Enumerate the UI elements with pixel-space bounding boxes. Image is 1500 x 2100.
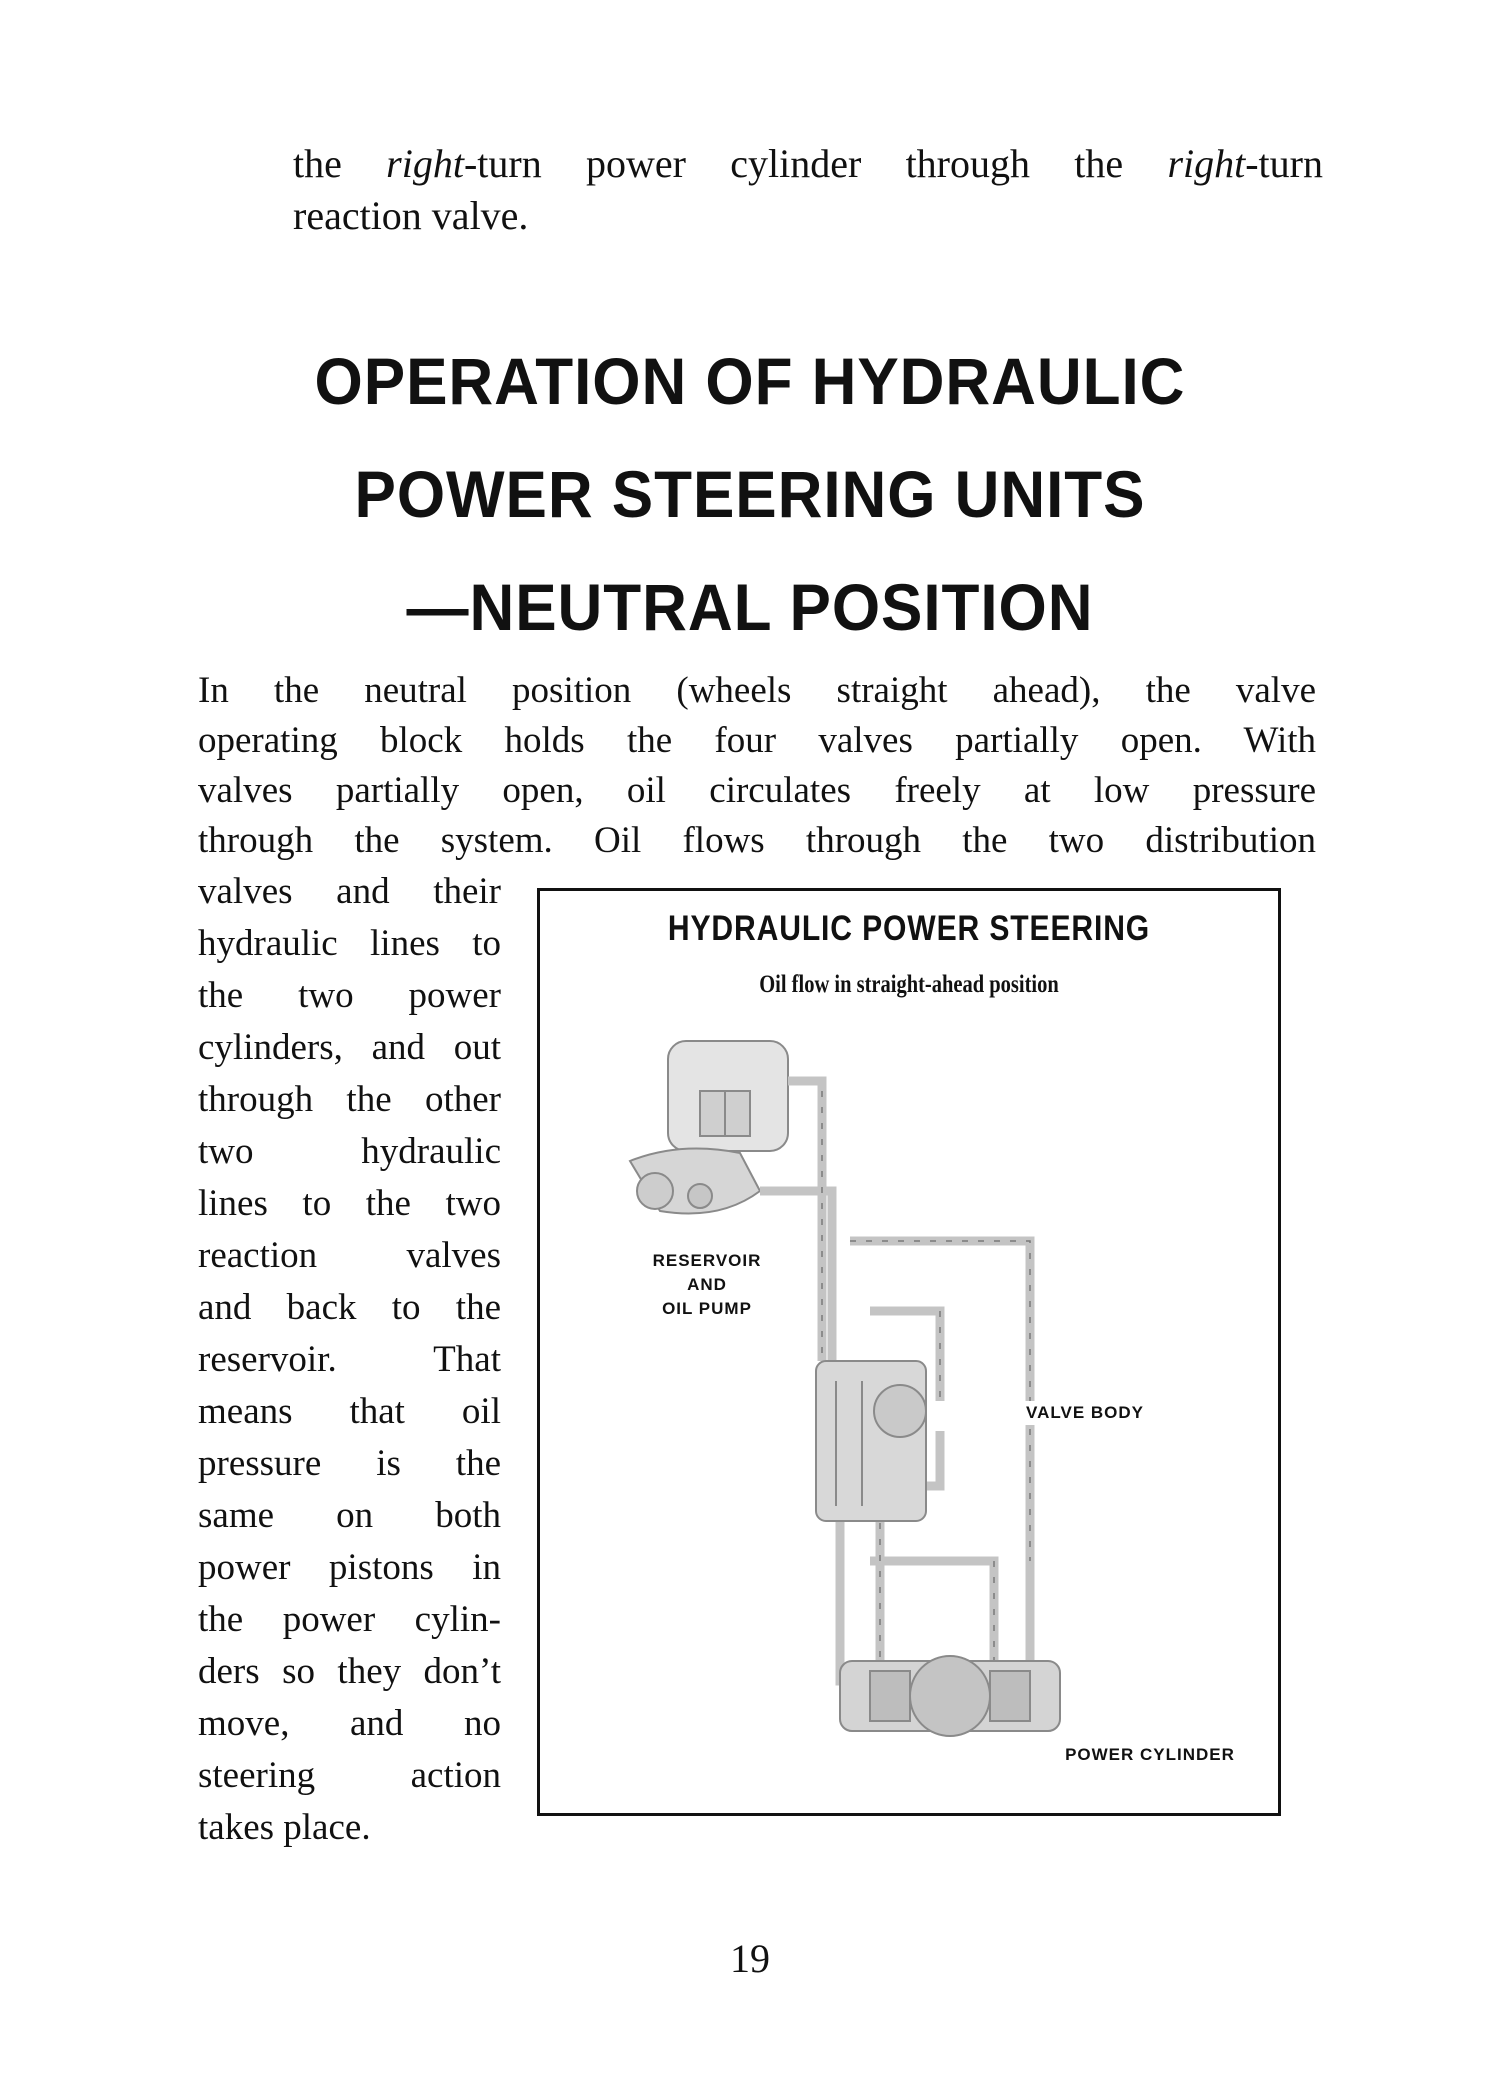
reservoir-label-line-3: OIL PUMP: [662, 1299, 752, 1318]
column-line: valves and their: [198, 871, 501, 912]
column-line: hydraulic lines to: [198, 923, 501, 964]
intro-text-e: -turn: [1245, 141, 1323, 186]
column-line: through the other: [198, 1079, 501, 1120]
column-line: ders so they don’t: [198, 1651, 501, 1692]
column-line: power pistons in: [198, 1547, 501, 1588]
column-line: lines to the two: [198, 1183, 501, 1224]
column-line: move, and no: [198, 1703, 501, 1744]
hydraulic-diagram-figure: [537, 888, 1281, 1816]
reservoir-label-line-2: AND: [687, 1275, 727, 1294]
heading-line-3: —NEUTRAL POSITION: [406, 570, 1094, 644]
column-line: reservoir. That: [198, 1339, 501, 1380]
column-line: same on both: [198, 1495, 501, 1536]
body-line: through the system. Oil flows through the two distribution: [198, 820, 1316, 861]
intro-text-c: -turn power cylinder through the: [463, 141, 1168, 186]
body-paragraph-full-width: [198, 666, 1316, 866]
intro-text-a: the: [293, 141, 387, 186]
column-line: means that oil: [198, 1391, 501, 1432]
column-line: cylinders, and out: [198, 1027, 501, 1068]
column-line: takes place.: [198, 1807, 371, 1848]
figure-title: HYDRAULIC POWER STEERING: [667, 909, 1151, 948]
reservoir-oil-pump-label: [642, 1249, 772, 1321]
column-line: the two power: [198, 975, 501, 1016]
heading-line-2: POWER STEERING UNITS: [354, 457, 1146, 531]
power-cylinder-drawing: [840, 1656, 1060, 1736]
intro-line-2: reaction valve.: [293, 193, 529, 238]
column-line: the power cylin-: [198, 1599, 501, 1640]
column-line: and back to the: [198, 1287, 501, 1328]
column-line: steering action: [198, 1755, 501, 1796]
body-line: valves partially open, oil circulates freely at low pressure: [198, 770, 1316, 811]
reservoir-label-line-1: RESERVOIR: [652, 1251, 762, 1270]
body-paragraph-column: [198, 866, 501, 1854]
column-line: reaction valves: [198, 1235, 501, 1276]
figure-subtitle: Oil flow in straight-ahead position: [759, 971, 1059, 998]
column-line: pressure is the: [198, 1443, 501, 1484]
body-line: In the neutral position (wheels straight ahead), the valve: [198, 670, 1316, 711]
page-number: 19: [730, 1936, 770, 1981]
intro-emphasis-right-1: right: [386, 141, 464, 186]
valve-body-label: VALVE BODY: [1010, 1401, 1160, 1425]
intro-line-1: [293, 138, 1323, 190]
valve-body-drawing: [816, 1361, 926, 1521]
intro-emphasis-right-2: right: [1167, 141, 1246, 186]
hydraulic-system-illustration: [540, 891, 1278, 1813]
body-line: operating block holds the four valves partially open. With: [198, 720, 1316, 761]
power-cylinder-label: POWER CYLINDER: [1050, 1743, 1250, 1767]
heading-line-1: OPERATION OF HYDRAULIC: [314, 344, 1186, 418]
section-heading: [214, 325, 1286, 664]
column-line: two hydraulic: [198, 1131, 501, 1172]
